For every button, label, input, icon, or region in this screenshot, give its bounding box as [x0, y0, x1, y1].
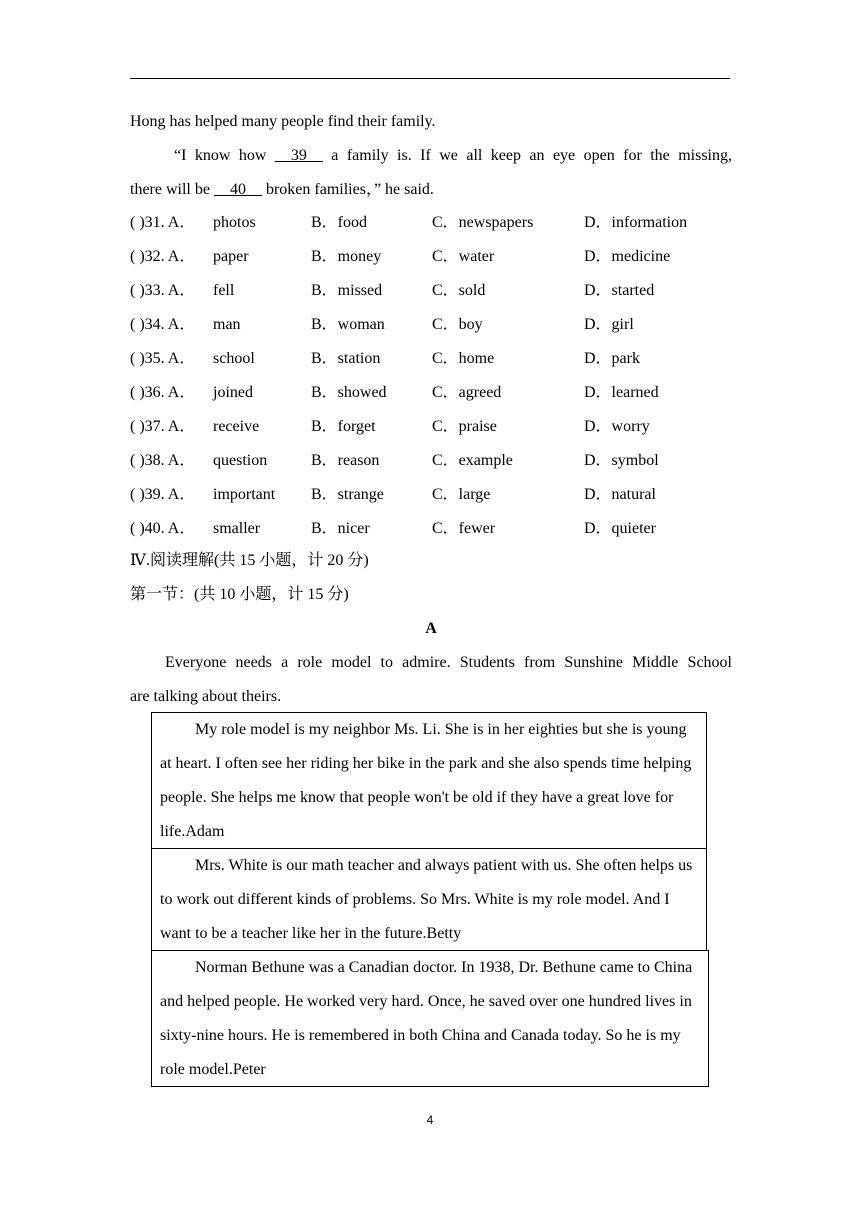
option-c: C．fewer	[432, 520, 496, 537]
option-c: C．praise	[432, 418, 497, 435]
role-model-box-peter	[151, 950, 709, 1087]
option-d: D．information	[584, 214, 688, 231]
option-d: D．natural	[584, 486, 656, 503]
question-number: ( )36. A．	[130, 384, 196, 401]
intro-line: Hong has helped many people find their family.	[130, 113, 436, 130]
option-a: receive	[213, 418, 260, 435]
question-row	[130, 247, 732, 267]
option-a: question	[213, 452, 268, 469]
option-b: B．woman	[311, 316, 385, 333]
quote-text: a family is. If we all keep an eye open for the missing,	[322, 147, 732, 164]
question-number: ( )38. A．	[130, 452, 196, 469]
subsection-title: 第一节：(共 10 小题，计 15 分)	[130, 586, 349, 603]
quote-text: there will be	[130, 181, 214, 198]
option-b: B．food	[311, 214, 368, 231]
section-title: Ⅳ.阅读理解(共 15 小题，计 20 分)	[130, 552, 369, 569]
option-a: paper	[213, 248, 249, 265]
question-row	[130, 281, 732, 301]
question-row	[130, 315, 732, 335]
option-d: D．medicine	[584, 248, 671, 265]
option-b: B．money	[311, 248, 382, 265]
question-number: ( )32. A．	[130, 248, 196, 265]
quote-text: “I know how	[174, 147, 275, 164]
question-number: ( )31. A．	[130, 214, 196, 231]
page-number: 4	[426, 1113, 434, 1127]
box-text: Mrs. White is our math teacher and always patient with us. She often helps us to work out different kinds of problems. So Mrs. White is my role model. And I want to be a teacher like her in the future.Betty	[160, 857, 693, 942]
question-row	[130, 485, 732, 505]
passage-intro-line-2: are talking about theirs.	[130, 688, 282, 705]
option-c: C．newspapers	[432, 214, 534, 231]
option-d: D．learned	[584, 384, 659, 401]
option-b: B．station	[311, 350, 381, 367]
passage-intro-line-1: Everyone needs a role model to admire. Students from Sunshine Middle School	[165, 654, 732, 671]
box-text: Norman Bethune was a Canadian doctor. In 1938, Dr. Bethune came to China and helped people. He worked very hard. Once, he saved over one hundred lives in sixty-nine hours. He is remembered in both China and Canada today. So he is my role model.Peter	[160, 959, 693, 1078]
option-c: C．agreed	[432, 384, 502, 401]
question-row	[130, 349, 732, 369]
option-d: D．girl	[584, 316, 634, 333]
option-a: photos	[213, 214, 256, 231]
passage-label: A	[425, 620, 437, 637]
option-d: D．quieter	[584, 520, 656, 537]
question-row	[130, 213, 732, 233]
question-number: ( )40. A．	[130, 520, 196, 537]
blank-39: __39__	[274, 147, 323, 164]
option-a: smaller	[213, 520, 261, 537]
option-c: C．large	[432, 486, 491, 503]
question-row	[130, 417, 732, 437]
option-b: B．strange	[311, 486, 384, 503]
option-d: D．symbol	[584, 452, 659, 469]
question-number: ( )39. A．	[130, 486, 196, 503]
question-number: ( )33. A．	[130, 282, 196, 299]
option-d: D．park	[584, 350, 640, 367]
option-b: B．forget	[311, 418, 376, 435]
option-a: fell	[213, 282, 235, 299]
option-b: B．nicer	[311, 520, 370, 537]
option-c: C．boy	[432, 316, 483, 333]
quote-text: broken families，” he said.	[261, 181, 434, 198]
question-row	[130, 519, 732, 539]
option-a: joined	[213, 384, 253, 401]
option-c: C．water	[432, 248, 495, 265]
question-number: ( )34. A．	[130, 316, 196, 333]
option-d: D．started	[584, 282, 655, 299]
question-number: ( )35. A．	[130, 350, 196, 367]
option-c: C．example	[432, 452, 513, 469]
question-row	[130, 451, 732, 471]
question-row	[130, 383, 732, 403]
option-b: B．showed	[311, 384, 387, 401]
option-a: man	[213, 316, 241, 333]
option-c: C．sold	[432, 282, 486, 299]
role-model-box-adam	[151, 712, 707, 849]
quote-line-1	[130, 146, 732, 166]
option-a: important	[213, 486, 276, 503]
header-rule	[130, 78, 730, 79]
option-b: B．reason	[311, 452, 380, 469]
option-d: D．worry	[584, 418, 650, 435]
blank-40: __40__	[213, 181, 262, 198]
option-a: school	[213, 350, 255, 367]
question-number: ( )37. A．	[130, 418, 196, 435]
option-b: B．missed	[311, 282, 383, 299]
option-c: C．home	[432, 350, 495, 367]
quote-line-2	[130, 180, 732, 200]
box-text: My role model is my neighbor Ms. Li. She is in her eighties but she is young at heart. I often see her riding her bike in the park and she also spends time helping people. She helps me know that people won't be old if they have a great love for life.Adam	[160, 721, 692, 840]
role-model-box-betty	[151, 848, 707, 951]
